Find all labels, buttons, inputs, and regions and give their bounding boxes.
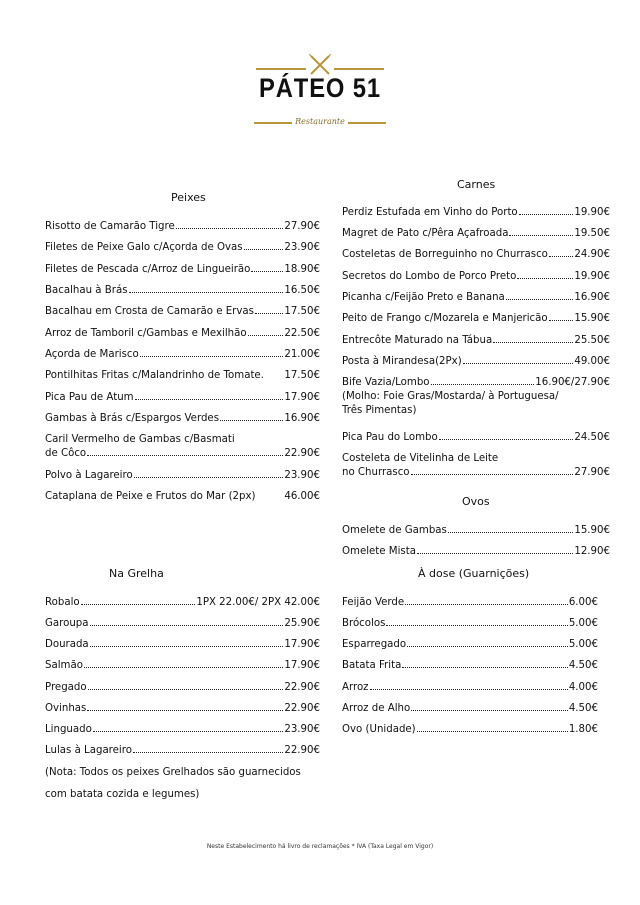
menu-item: Pica Pau de Atum 17.90€ (45, 392, 320, 403)
footer-legal-note: Neste Estabelecimento há livro de reclamações * IVA (Taxa Legal em Vigor) (206, 843, 434, 850)
menu-item: de Côco 22.90€ (45, 448, 320, 459)
menu-item: Cataplana de Peixe e Frutos do Mar (2px) 46.00€ (45, 491, 320, 502)
menu-item: Arroz de Alho 4.50€ (342, 703, 598, 714)
menu-item: Perdiz Estufada em Vinho do Porto 19.90€ (342, 207, 610, 218)
section-title-ovos: Ovos (462, 495, 490, 508)
menu-item: Risotto de Camarão Tigre 27.90€ (45, 221, 320, 232)
menu-item: Gambas à Brás c/Espargos Verdes 16.90€ (45, 413, 320, 424)
menu-item: Garoupa 25.90€ (45, 618, 320, 629)
menu-item-detail-line: Três Pimentas) (342, 405, 417, 416)
menu-item: Magret de Pato c/Pêra Açafroada 19.50€ (342, 228, 610, 239)
menu-item: Robalo 1PX 22.00€/ 2PX 42.00€ (45, 597, 320, 608)
menu-item: Linguado 23.90€ (45, 724, 320, 735)
section-title-carnes: Carnes (457, 178, 496, 191)
menu-item: Arroz de Tamboril c/Gambas e Mexilhão 22.50€ (45, 328, 320, 339)
menu-item-name-line: Caril Vermelho de Gambas c/Basmati (45, 434, 235, 445)
restaurant-name: PÁTEO 51 (259, 73, 381, 103)
grelha-note-line-2: com batata cozida e legumes) (45, 789, 200, 800)
section-title-a-dose: À dose (Guarnições) (418, 567, 530, 580)
menu-item: Posta à Mirandesa(2Px) 49.00€ (342, 356, 610, 367)
menu-item: Costeletas de Borreguinho no Churrasco 24.90€ (342, 249, 610, 260)
grelha-note-line-1: (Nota: Todos os peixes Grelhados são guarnecidos (45, 767, 301, 778)
menu-item: Dourada 17.90€ (45, 639, 320, 650)
menu-item-detail-line: (Molho: Foie Gras/Mostarda/ à Portuguesa/ (342, 391, 559, 402)
menu-item: Secretos do Lombo de Porco Preto 19.90€ (342, 271, 610, 282)
menu-item: Feijão Verde 6.00€ (342, 597, 598, 608)
menu-item: Pontilhitas Fritas c/Malandrinho de Tomate. 17.50€ (45, 370, 320, 381)
menu-item-name-line: Costeleta de Vitelinha de Leite (342, 453, 499, 464)
section-title-na-grelha: Na Grelha (109, 567, 164, 580)
menu-item: Bacalhau em Crosta de Camarão e Ervas 17.50€ (45, 306, 320, 317)
menu-item: Batata Frita 4.50€ (342, 660, 598, 671)
menu-item: Bife Vazia/Lombo 16.90€/27.90€ (342, 377, 610, 388)
menu-item: no Churrasco 27.90€ (342, 467, 610, 478)
logo-divider-left (256, 68, 306, 70)
menu-item: Esparregado 5.00€ (342, 639, 598, 650)
restaurant-logo (250, 54, 390, 134)
logo-divider-right (334, 68, 384, 70)
menu-item: Peito de Frango c/Mozarela e Manjericão 15.90€ (342, 313, 610, 324)
menu-item: Polvo à Lagareiro 23.90€ (45, 470, 320, 481)
menu-item: Arroz 4.00€ (342, 682, 598, 693)
menu-item: Filetes de Peixe Galo c/Açorda de Ovas 23.90€ (45, 242, 320, 253)
menu-item: Açorda de Marisco 21.00€ (45, 349, 320, 360)
restaurant-subtitle: Restaurante (295, 117, 345, 126)
menu-item: Brócolos 5.00€ (342, 618, 598, 629)
section-title-peixes: Peixes (171, 191, 206, 204)
menu-item: Pica Pau do Lombo 24.50€ (342, 432, 610, 443)
menu-item: Lulas à Lagareiro 22.90€ (45, 745, 320, 756)
menu-item: Picanha c/Feijão Preto e Banana 16.90€ (342, 292, 610, 303)
menu-item: Pregado 22.90€ (45, 682, 320, 693)
menu-item: Omelete de Gambas 15.90€ (342, 525, 610, 536)
menu-item: Ovo (Unidade) 1.80€ (342, 724, 598, 735)
menu-item: Bacalhau à Brás 16.50€ (45, 285, 320, 296)
menu-item: Salmão 17.90€ (45, 660, 320, 671)
menu-item: Filetes de Pescada c/Arroz de Lingueirão 18.90€ (45, 264, 320, 275)
menu-item: Entrecôte Maturado na Tábua 25.50€ (342, 335, 610, 346)
menu-item: Ovinhas 22.90€ (45, 703, 320, 714)
menu-item: Omelete Mista 12.90€ (342, 546, 610, 557)
